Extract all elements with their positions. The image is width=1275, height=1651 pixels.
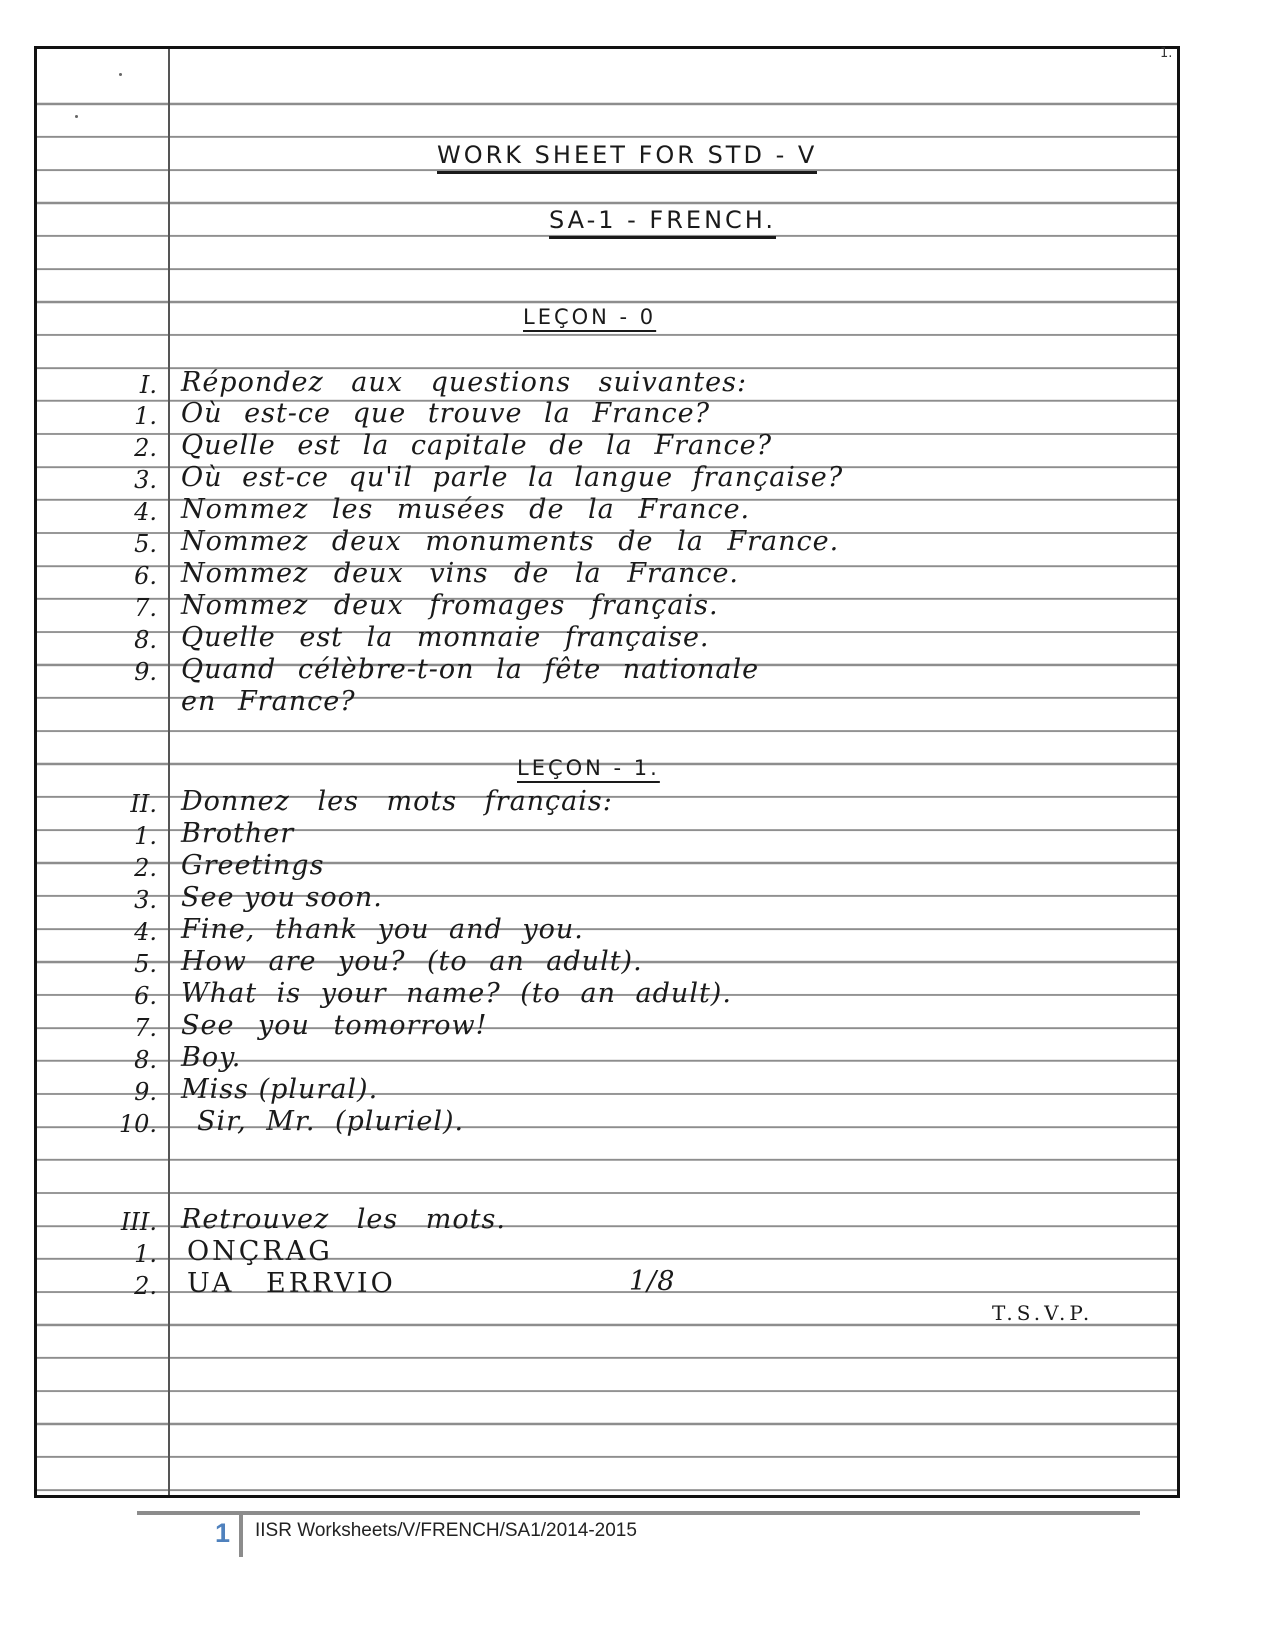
section-3-roman: III. [120,1208,157,1236]
question-number: 1. [134,402,157,430]
vocab-text: Sir, Mr. (pluriel). [197,1106,465,1137]
section-3-instruction: Retrouvez les mots. [181,1204,506,1235]
vocab-number: 3. [134,886,157,914]
question-number: 5. [134,530,157,558]
question-text: Où est-ce qu'il parle la langue française? [181,462,844,493]
vocab-number: 6. [134,982,157,1010]
page-fraction: 1/8 [629,1266,676,1297]
question-number: 2. [134,434,157,462]
vocab-text: See you soon. [181,882,383,913]
notebook-sheet [34,46,1180,1498]
question-text: Quand célèbre-t-on la fête nationale [181,654,760,685]
corner-page-number: 1. [1160,46,1173,61]
vocab-text: Greetings [181,850,325,881]
question-text: Nommez deux vins de la France. [181,558,740,589]
vocab-number: 1. [134,822,157,850]
paper-mark [119,73,122,76]
question-text: Quelle est la capitale de la France? [181,430,773,461]
vocab-number: 8. [134,1046,157,1074]
question-number: 8. [134,626,157,654]
vocab-text: Miss (plural). [181,1074,379,1105]
continue-note: T.S.V.P. [992,1301,1094,1325]
puzzle-text: UA ERRVIO [187,1268,396,1299]
question-text: Quelle est la monnaie française. [181,622,710,653]
footer-text: IISR Worksheets/V/FRENCH/SA1/2014-2015 [255,1520,637,1541]
vocab-text: What is your name? (to an adult). [181,978,732,1009]
section-1-roman: I. [139,371,157,399]
vocab-number: 5. [134,950,157,978]
vocab-text: How are you? (to an adult). [181,946,643,977]
section-2-instruction: Donnez les mots français: [181,786,613,817]
worksheet-title: WORK SHEET FOR STD - V [437,141,817,174]
question-text: Nommez deux fromages français. [181,590,719,621]
worksheet-subtitle: SA-1 - FRENCH. [549,206,776,239]
lesson-0-heading: LEÇON - 0 [523,305,657,329]
vocab-text: Boy. [181,1042,242,1073]
vocab-number: 4. [134,918,157,946]
question-number: 9. [134,658,157,686]
vocab-text: Fine, thank you and you. [181,914,584,945]
vocab-number: 2. [134,854,157,882]
vocab-number: 10. [118,1110,157,1138]
margin-line [168,49,170,1495]
question-number: 6. [134,562,157,590]
sheet-top-margin [37,49,1177,89]
footer-page-number: 1 [214,1518,230,1548]
question-number: 7. [134,594,157,622]
lesson-1-heading: LEÇON - 1. [517,756,660,780]
vocab-text: Brother [181,818,295,849]
section-1-instruction: Répondez aux questions suivantes: [181,367,748,398]
footer-rule [137,1511,1140,1515]
vocab-number: 7. [134,1014,157,1042]
paper-mark [75,115,78,118]
question-text: Nommez deux monuments de la France. [181,526,840,557]
puzzle-number: 1. [134,1240,157,1268]
question-number: 4. [134,498,157,526]
puzzle-text: ONÇRAG [187,1236,333,1267]
question-text-continued: en France? [181,686,356,717]
question-text: Où est-ce que trouve la France? [181,398,711,429]
vocab-number: 9. [134,1078,157,1106]
question-text: Nommez les musées de la France. [181,494,751,525]
question-number: 3. [134,466,157,494]
section-2-roman: II. [130,790,157,818]
footer-divider [239,1515,243,1557]
vocab-text: See you tomorrow! [181,1010,488,1041]
puzzle-number: 2. [134,1272,157,1300]
